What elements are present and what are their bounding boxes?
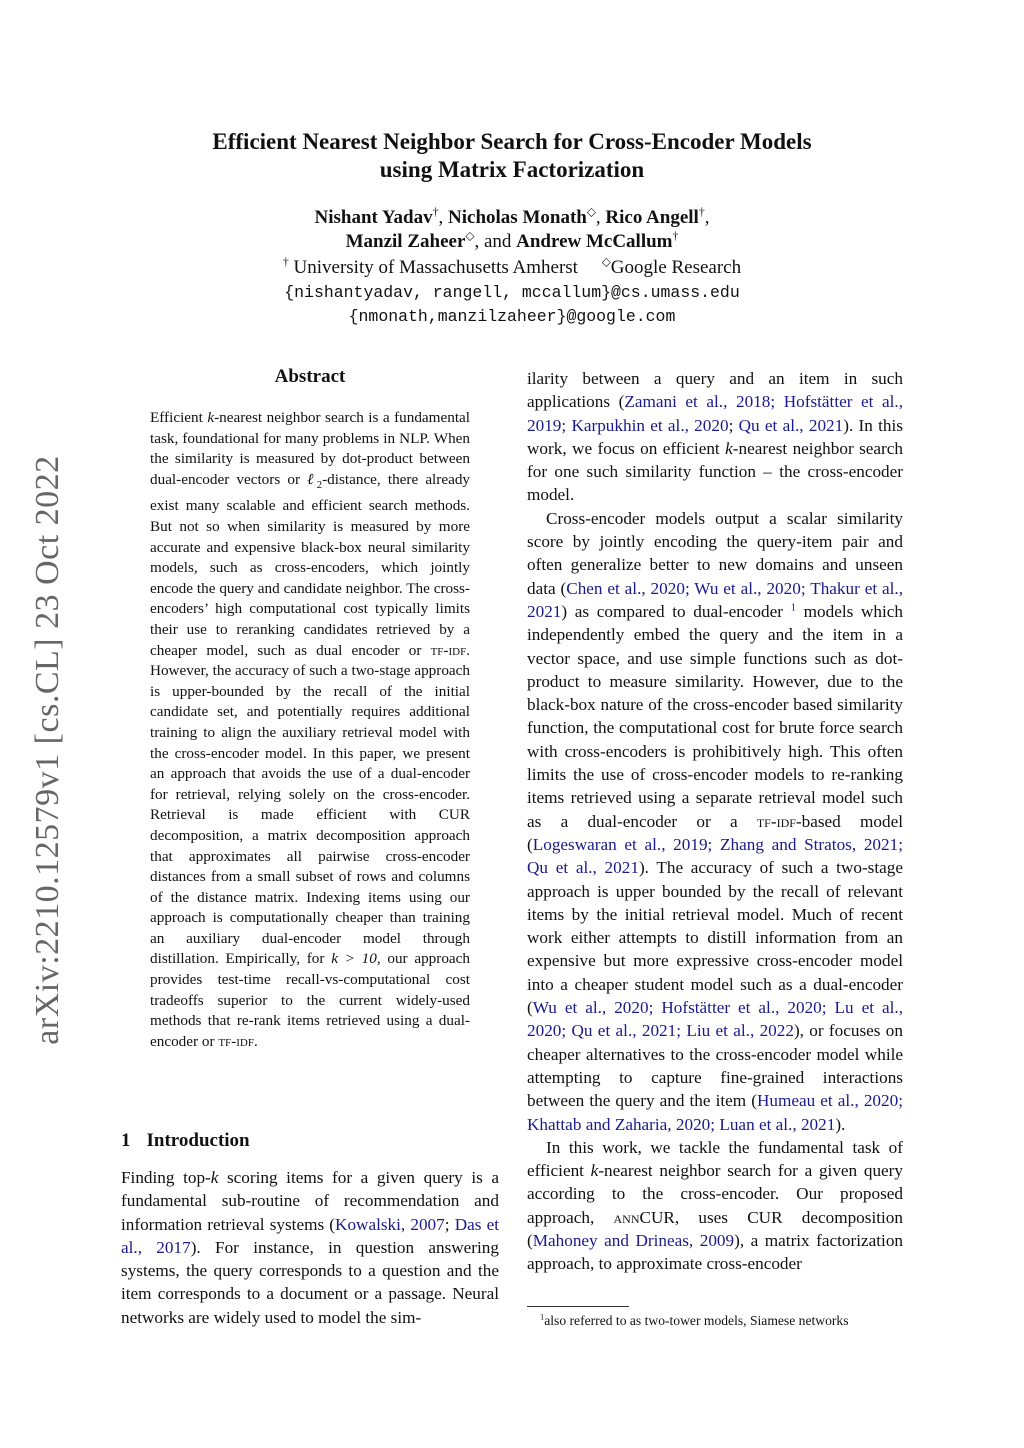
section-number: 1 bbox=[121, 1130, 131, 1151]
affiliation-mark: † bbox=[698, 205, 705, 219]
author-name: Nicholas Monath bbox=[448, 207, 587, 228]
affiliation-mark: † bbox=[282, 255, 289, 269]
citation-link[interactable]: Qu et al., 2021 bbox=[571, 1021, 677, 1041]
affiliation-mark: † bbox=[672, 229, 679, 243]
affiliation-umass: University of Massachusetts Amherst bbox=[293, 257, 578, 278]
paragraph: ilarity between a query and an item in such applications (Zamani et al., 2018; Hofstätter et al., 2019; Karpukhin et al., 2020; Qu et al., 2021). In this work, we focus on efficient k-nearest neighbor search for one such similarity function – the cross-encoder model. bbox=[527, 369, 903, 505]
citation-link[interactable]: Lu et al., 2020 bbox=[527, 998, 903, 1041]
affiliation-google: Google Research bbox=[610, 257, 742, 278]
right-column-body bbox=[527, 367, 903, 1276]
citation-link[interactable]: Karpukhin et al., 2020 bbox=[571, 415, 729, 435]
footnote-text: also referred to as two-tower models, Siamese networks bbox=[544, 1313, 849, 1328]
affiliation-mark: ◇ bbox=[601, 255, 611, 269]
affiliations bbox=[0, 256, 1024, 280]
citation-link[interactable]: Logeswaran et al., 2019 bbox=[532, 834, 708, 854]
citation-link[interactable]: Zhang and Stratos, 2021 bbox=[720, 834, 899, 854]
citation-link[interactable]: Qu et al., 2021 bbox=[738, 415, 844, 435]
author-name: Manzil Zaheer bbox=[345, 231, 466, 252]
title-line-1: Efficient Nearest Neighbor Search for Cross-Encoder Models bbox=[212, 129, 812, 154]
footnote-number: 1 bbox=[540, 1311, 545, 1322]
citation-link[interactable]: Mahoney and Drineas, 2009 bbox=[532, 1230, 735, 1250]
citation-link[interactable]: Wu et al., 2020 bbox=[694, 578, 801, 598]
citation-link[interactable]: Hofstätter et al., 2020 bbox=[661, 998, 822, 1018]
affiliation-mark: † bbox=[432, 205, 439, 219]
email-line-2: {nmonath,manzilzaheer}@google.com bbox=[348, 307, 676, 326]
footnote-divider bbox=[527, 1306, 629, 1307]
arxiv-sidebar-stamp bbox=[28, 455, 68, 1045]
author-list: Nishant Yadav†, Nicholas Monath◇, Rico Angell†, Manzil Zaheer◇, and Andrew McCallum† bbox=[314, 205, 710, 252]
abstract-heading: Abstract bbox=[274, 366, 346, 387]
footnote-marker[interactable]: 1 bbox=[790, 602, 796, 614]
email-line-1: {nishantyadav, rangell, mccallum}@cs.umass.edu bbox=[284, 283, 740, 302]
citation-link[interactable]: Humeau et al., 2020 bbox=[756, 1091, 899, 1111]
section-title: Introduction bbox=[146, 1130, 250, 1151]
citation-link[interactable]: Wu et al., 2020 bbox=[532, 998, 649, 1018]
citation-link[interactable]: Khattab and Zaharia, 2020 bbox=[527, 1114, 711, 1134]
footnote bbox=[540, 1312, 920, 1330]
arxiv-identifier: arXiv:2210.12579v1 [cs.CL] 23 Oct 2022 bbox=[29, 455, 66, 1045]
citation-link[interactable]: Liu et al., 2022 bbox=[686, 1021, 794, 1041]
author-name: Andrew McCallum bbox=[516, 231, 673, 252]
paper-title bbox=[0, 128, 1024, 184]
title-line-2: using Matrix Factorization bbox=[379, 157, 645, 182]
paragraph: In this work, we tackle the fundamental task of efficient k-nearest neighbor search for a given query according to the cross-encoder. Our proposed approach, annCUR, uses CUR decomposition (Mahoney and Drineas, 2009), a matrix factorization approach, to approximate cross-encoder bbox=[527, 1137, 904, 1274]
introduction-paragraph: Finding top-k scoring items for a given query is a fundamental sub-routine of recommendation and information retrieval systems (Kowalski, 2007; Das et al., 2017). For instance, in question answering systems, the query corresponds to a question and the item corresponds to a document or a passage. Neural networks are widely used to model the sim- bbox=[121, 1168, 500, 1327]
affiliation-mark: ◇ bbox=[465, 229, 475, 243]
author-name: Nishant Yadav bbox=[314, 207, 433, 228]
citation-link[interactable]: Qu et al., 2021 bbox=[527, 858, 639, 878]
citation-link[interactable]: Thakur et al., 2021 bbox=[527, 578, 903, 621]
citation-link[interactable]: Luan et al., 2021 bbox=[719, 1114, 836, 1134]
citation-link[interactable]: Kowalski, 2007 bbox=[335, 1214, 445, 1234]
author-name: Rico Angell bbox=[605, 207, 699, 228]
citation-link[interactable]: Hofstätter et al., 2019 bbox=[527, 392, 903, 435]
and-conjunction: and bbox=[483, 231, 512, 252]
abstract-body: Efficient k-nearest neighbor search is a fundamental task, foundational for many problems in NLP. When the similarity is measured by dot-product between dual-encoder vectors or ℓ$_2$-distance, there already exist many scalable and efficient search methods. But not so when similarity is measured by more accurate and expensive black-box neural similarity models, such as cross-encoders, which jointly encode the query and candidate neighbor. The cross-encoders’ high computational cost typically limits their use to reranking candidates retrieved by a cheaper model, such as dual encoder or tf-idf. However, the accuracy of such a two-stage approach is upper-bounded by the recall of the initial candidate set, and potentially requires additional training to align the auxiliary retrieval model with the cross-encoder model. In this paper, we present an approach that avoids the use of a dual-encoder for retrieval, relying solely on the cross-encoder. Retrieval is made efficient with CUR decomposition, a matrix decomposition approach that approximates all pairwise cross-encoder distances from a small subset of rows and columns of the distance matrix. Indexing items using our approach is computationally cheaper than training an auxiliary dual-encoder model through distillation. Empirically, for k > 10, our approach provides test-time recall-vs-computational cost tradeoffs superior to the current widely-used methods that re-rank items retrieved using a dual-encoder or tf-idf. bbox=[150, 409, 471, 1050]
affiliation-mark: ◇ bbox=[586, 205, 596, 219]
paragraph: Cross-encoder models output a scalar similarity score by jointly encoding the query-item pair and often generalize better to new domains and unseen data (Chen et al., 2020; Wu et al., 2020; Thakur et al., 2021) as compared to dual-encoder $^1$ models which independently embed the query and the item in a vector space, and use simple functions such as dot-product to measure similarity. However, due to the black-box nature of the cross-encoder based similarity function, the computational cost for brute force search with cross-encoders is prohibitively high. This often limits the use of cross-encoder models to re-ranking items retrieved using a separate retrieval model such as a dual-encoder or a tf-idf-based model (Logeswaran et al., 2019; Zhang and Stratos, 2021; Qu et al., 2021). The accuracy of such a two-stage approach is upper bounded by the recall of relevant items by the initial retrieval model. Much of recent work either attempts to distill information from an expensive but more expressive cross-encoder model into a cheaper student model such as a dual-encoder (Wu et al., 2020; Hofstätter et al., 2020; Lu et al., 2020; Qu et al., 2021; Liu et al., 2022), or focuses on cheaper alternatives to the cross-encoder model while attempting to capture fine-grained interactions between the query and the item (Humeau et al., 2020; Khattab and Zaharia, 2020; Luan et al., 2021). bbox=[527, 508, 903, 1134]
citation-link[interactable]: Chen et al., 2020 bbox=[566, 578, 685, 598]
citation-link[interactable]: Zamani et al., 2018 bbox=[624, 392, 771, 412]
citation-link[interactable]: Das et al., 2017 bbox=[121, 1214, 499, 1257]
section-heading-introduction bbox=[121, 1130, 501, 1152]
